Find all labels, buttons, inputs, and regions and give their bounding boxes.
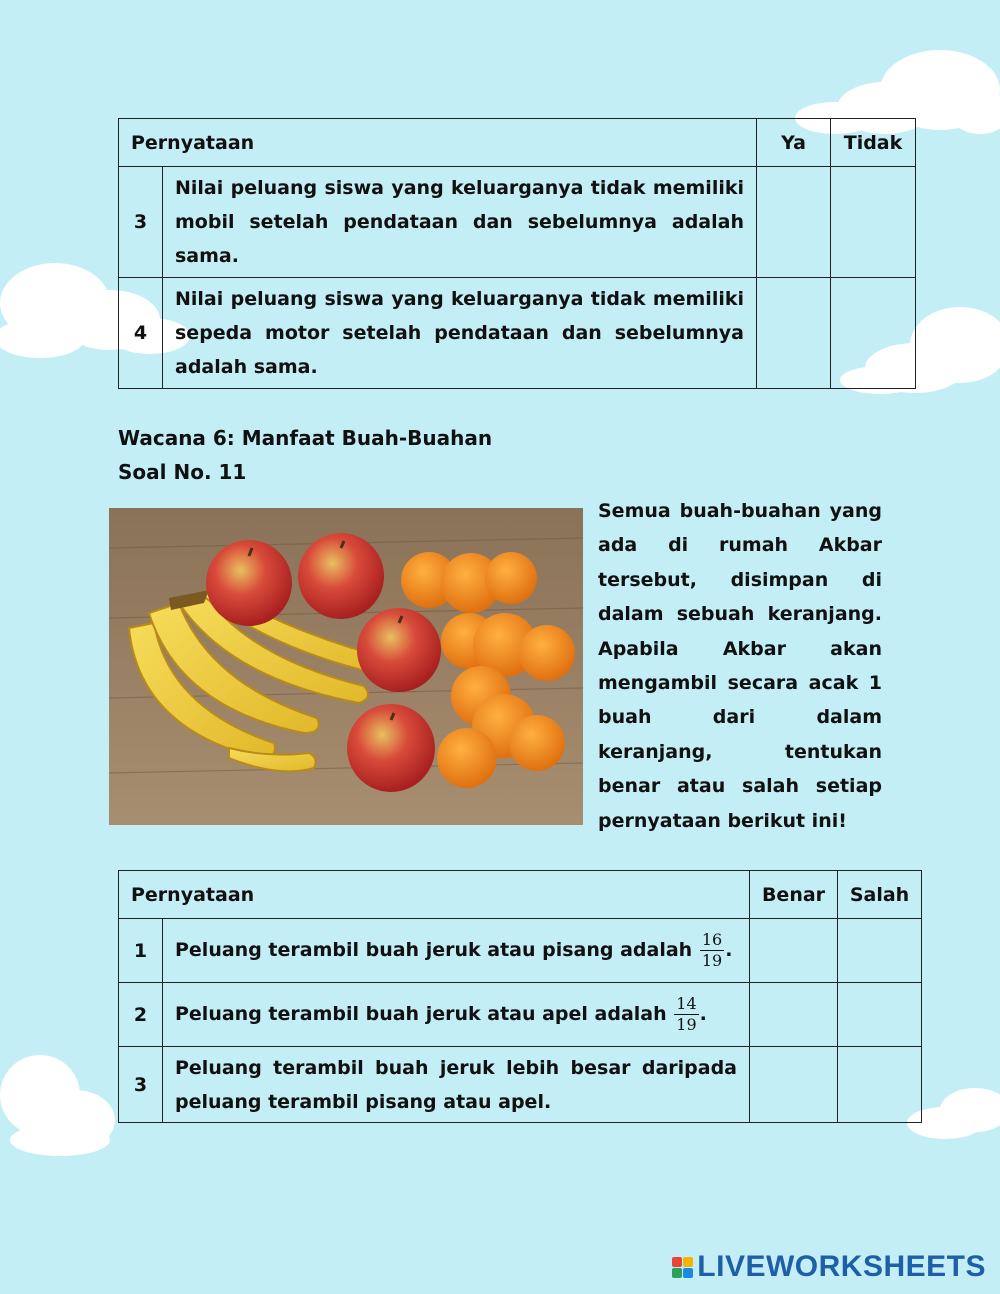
header-statement: Pernyataan	[119, 119, 757, 167]
cloud-bottom-left	[0, 1040, 120, 1160]
fraction-numerator: 14	[676, 994, 697, 1013]
table-row	[119, 919, 922, 983]
row-number: 2	[119, 983, 163, 1047]
fraction	[674, 994, 698, 1035]
fraction-denominator: 19	[701, 951, 723, 970]
table-row	[119, 1047, 922, 1123]
table-row	[119, 983, 922, 1047]
statement-tail: .	[725, 939, 733, 961]
false-cell[interactable]	[838, 1047, 922, 1123]
row-number: 3	[119, 167, 163, 278]
true-cell[interactable]	[750, 919, 838, 983]
header-statement: Pernyataan	[119, 871, 750, 919]
statement-text: Nilai peluang siswa yang keluarganya tidak memiliki sepeda motor setelah pendataan dan sebelumnya adalah sama.	[163, 278, 757, 389]
yes-cell[interactable]	[757, 167, 831, 278]
statement-table-2	[118, 870, 922, 1123]
false-cell[interactable]	[838, 919, 922, 983]
statement-text: Nilai peluang siswa yang keluarganya tidak memiliki mobil setelah pendataan dan sebelumnya adalah sama.	[163, 167, 757, 278]
row-number: 1	[119, 919, 163, 983]
header-true: Benar	[750, 871, 838, 919]
brand-name: LIVEWORKSHEETS	[697, 1250, 986, 1283]
yes-cell[interactable]	[757, 278, 831, 389]
liveworksheets-logo[interactable]	[672, 1250, 986, 1284]
liveworksheets-logo-icon	[672, 1257, 693, 1278]
fruit-photo	[109, 508, 583, 825]
false-cell[interactable]	[838, 983, 922, 1047]
fraction	[700, 930, 724, 971]
true-cell[interactable]	[750, 1047, 838, 1123]
statement-text: Peluang terambil buah jeruk lebih besar daripada peluang terambil pisang atau apel.	[163, 1047, 750, 1123]
table-row	[119, 167, 916, 278]
no-cell[interactable]	[831, 167, 916, 278]
statement-table-1	[118, 118, 916, 389]
table-row	[119, 278, 916, 389]
statement-text	[163, 919, 750, 983]
statement-text	[163, 983, 750, 1047]
row-number: 4	[119, 278, 163, 389]
statement-text-main: Peluang terambil buah jeruk atau pisang adalah	[175, 939, 693, 961]
no-cell[interactable]	[831, 278, 916, 389]
fraction-denominator: 19	[676, 1015, 697, 1034]
row-number: 3	[119, 1047, 163, 1123]
statement-tail: .	[699, 1003, 707, 1025]
header-false: Salah	[838, 871, 922, 919]
section-title: Wacana 6: Manfaat Buah-Buahan	[118, 426, 493, 450]
fraction-numerator: 16	[701, 930, 723, 949]
statement-text-main: Peluang terambil buah jeruk atau apel adalah	[175, 1003, 667, 1025]
table-header-row	[119, 871, 922, 919]
question-number: Soal No. 11	[118, 460, 247, 484]
header-yes: Ya	[757, 119, 831, 167]
passage-text: Semua buah-buahan yang ada di rumah Akbar tersebut, disimpan di dalam sebuah keranjang. Apabila Akbar akan mengambil secara acak 1 buah dari dalam keranjang, tentukan benar atau salah setiap pernyataan berikut ini!	[598, 500, 882, 832]
table-header-row	[119, 119, 916, 167]
true-cell[interactable]	[750, 983, 838, 1047]
header-no: Tidak	[831, 119, 916, 167]
